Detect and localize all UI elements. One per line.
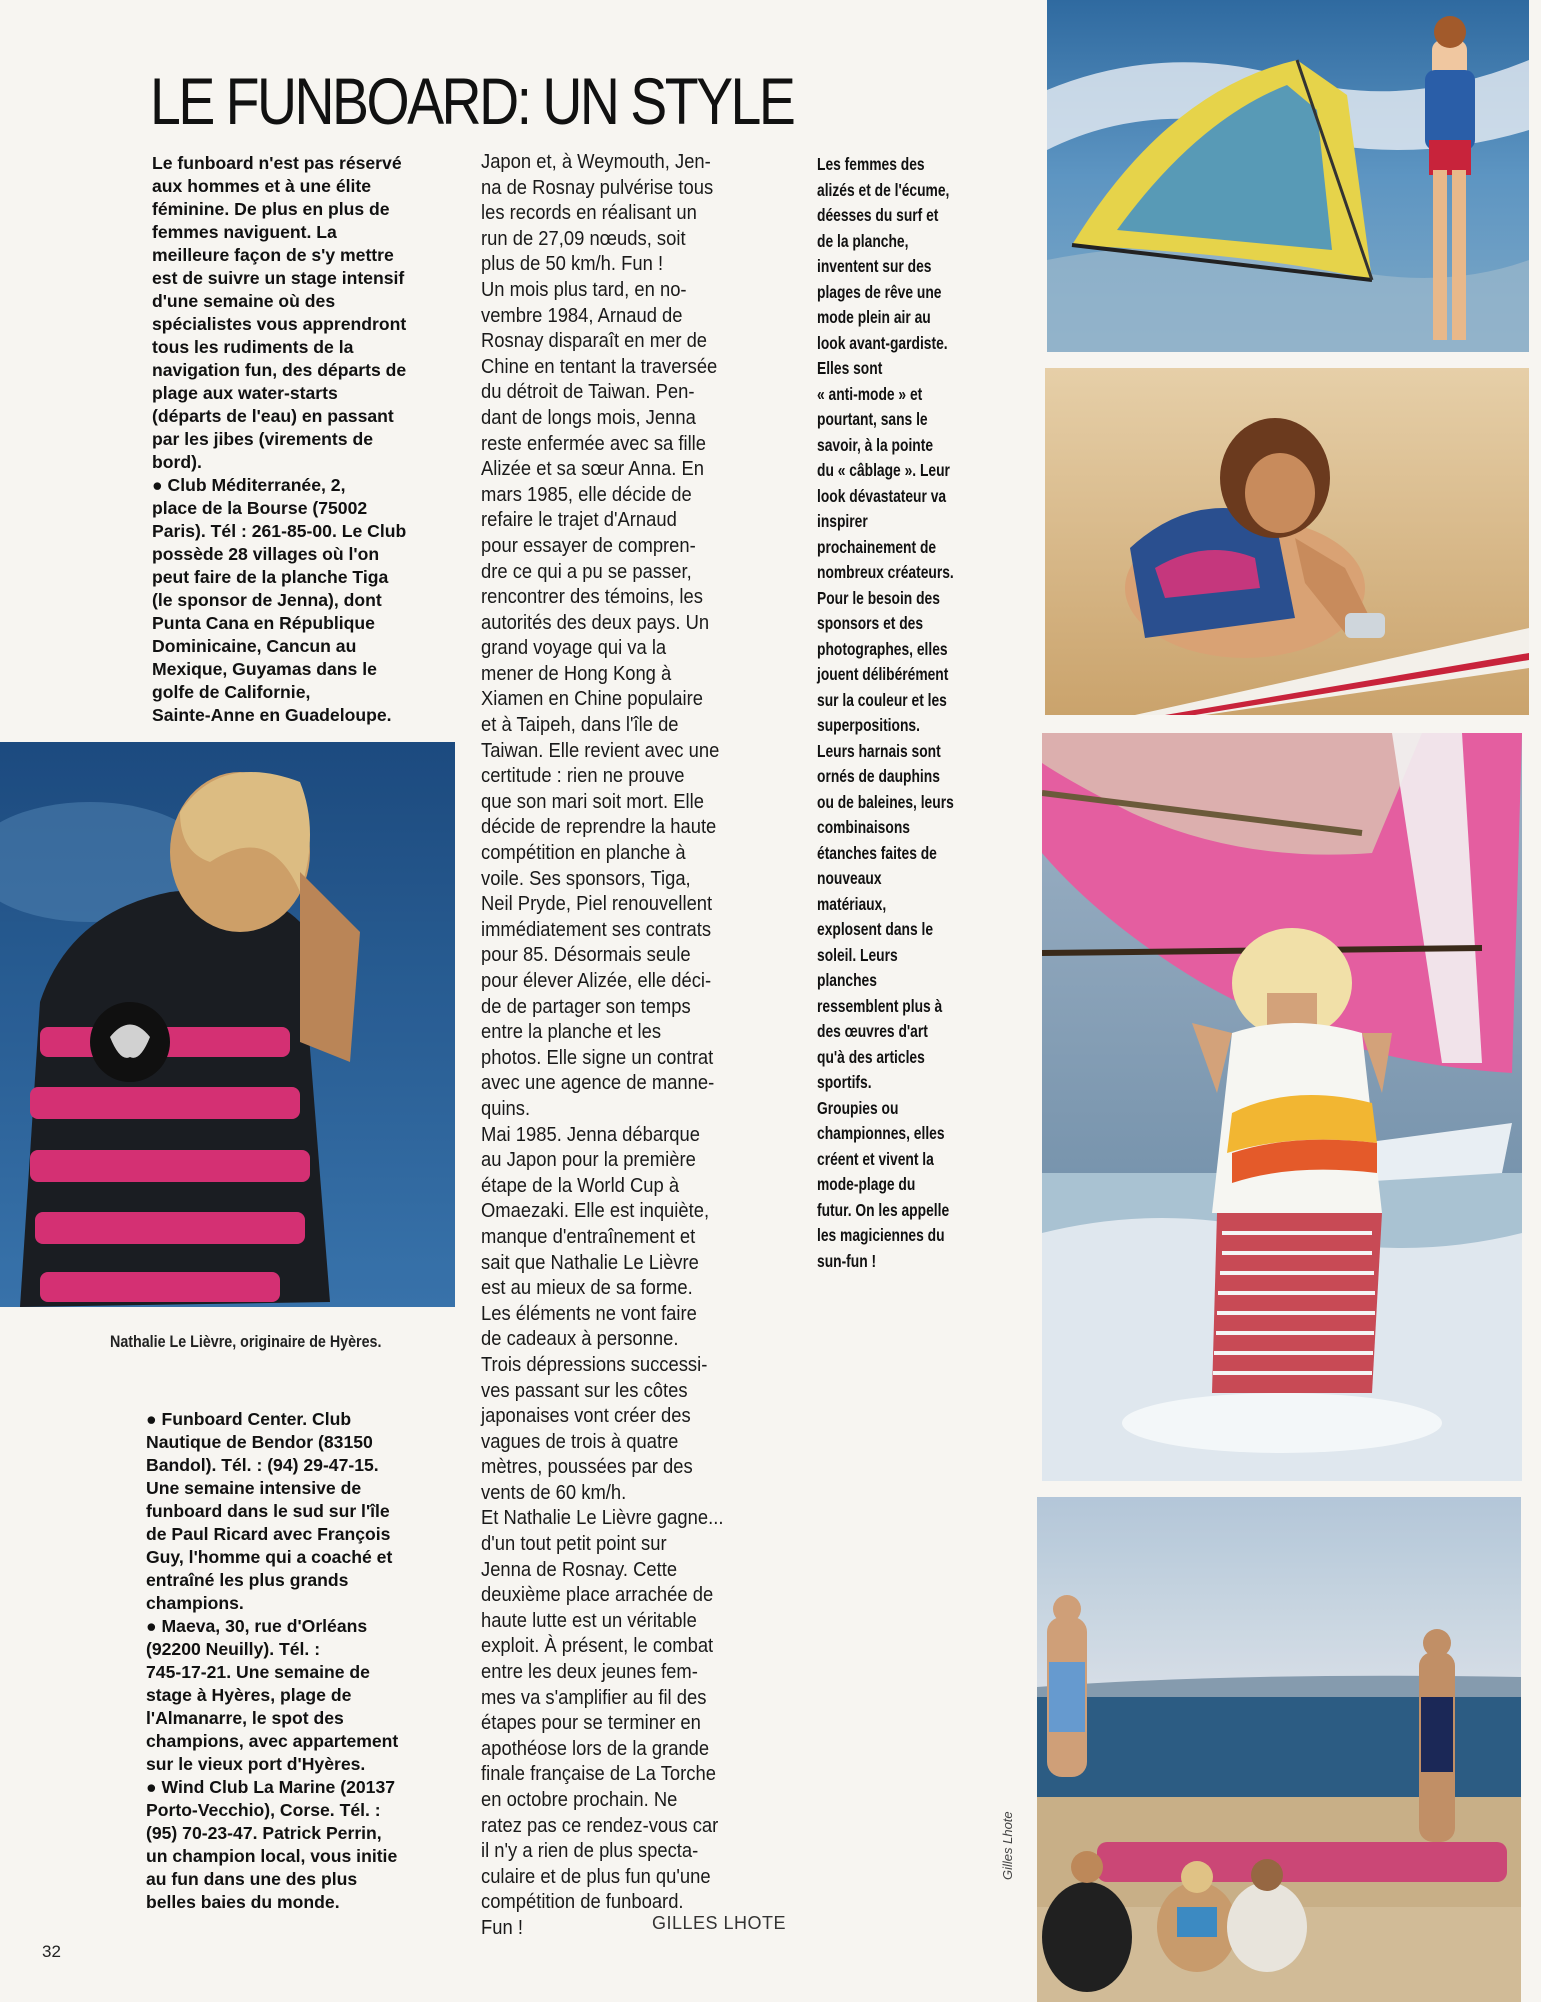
sidebar-addresses-text: ● Funboard Center. Club Nautique de Bendor (83150 Bandol). Tél. : (94) 29-47-15. Une semaine intensive de funboard dans le sud sur l'île de Paul Ricard avec François Guy, l'homme qui a coaché et entraîné les plus grands champions. ● Maeva, 30, rue d'Orléans (92200 Neuilly). Tél. : 745-17-21. Une semaine de stage à Hyères, plage de l'Almanarre, le spot des champions, avec appartement sur le vieux port d'Hyères. ● Wind Club La Marine (20137 Porto-Vecchio), Corse. Tél. : (95) 70-23-47. Patrick Perrin, un champion local, vous initie au fun dans une des plus belles baies du monde. (146, 1409, 399, 1912)
photo-group-on-beach (1037, 1497, 1521, 2002)
photo-windsurf-sail (1047, 0, 1529, 352)
photo-nathalie-le-lievre (0, 742, 455, 1307)
sidebar-intro-text: Le funboard n'est pas réservé aux hommes et à une élite féminine. De plus en plus de femmes naviguent. La meilleure façon de s'y mettre est de suivre un stage intensif d'une semaine où des spécialistes vous apprendront tous les rudiments de la navigation fun, des départs de plage aux water-starts (départs de l'eau) en passant par les jibes (virements de bord). ● Club Méditerranée, 2, place de la Bourse (75002 Paris). Tél : 261-85-00. Le Club possède 28 villages où l'on peut faire de la planche Tiga (le sponsor de Jenna), dont Punta Cana en République Dominicaine, Cancun au Mexique, Guyamas dans le golfe de Californie, Sainte-Anne en Guadeloupe. (152, 153, 407, 725)
photo-credit: Gilles Lhote (1000, 1811, 1015, 1880)
article-author: GILLES LHOTE (652, 1913, 787, 1933)
article-body: Japon et, à Weymouth, Jen- na de Rosnay pulvérise tous les records en réalisant un run de 27,09 nœuds, soit plus de 50 km/h. Fun ! Un mois plus tard, en no- vembre 1984, Arnaud de Rosnay disparaît en mer de Chine en tentant la traversée du détroit de Taiwan. Pen- dant de longs mois, Jenna reste enfermée avec sa fille Alizée et sa sœur Anna. En mars 1985, elle décide de refaire le trajet d'Arnaud pour essayer de compren- dre ce qui a pu se passer, rencontrer des témoins, les autorités des deux pays. Un grand voyage qui va la mener de Hong Kong à Xiamen en Chine populaire et à Taipeh, dans l'île de Taiwan. Elle revient avec une certitude : rien ne prouve que son mari soit mort. Elle décide de reprendre la haute compétition en planche à voile. Ses sponsors, Tiga, Neil Pryde, Piel renouvellent immédiatement ses contrats pour 85. Désormais seule pour élever Alizée, elle déci- de de partager son temps entre la planche et les photos. Elle signe un contrat avec une agence de manne- quins. Mai 1985. Jenna débarque au Japon pour la première étape de la World Cup à Omaezaki. Elle est inquiète, manque d'entraînement et sait que Nathalie Le Lièvre est au mieux de sa forme. Les éléments ne vont faire de cadeaux à personne. Trois dépressions successi- ves passant sur les côtes japonaises vont créer des vagues de trois à quatre mètres, poussées par des vents de 60 km/h. Et Nathalie Le Lièvre gagne... d'un tout petit point sur Jenna de Rosnay. Cette deuxième place arrachée de haute lutte est un véritable exploit. À présent, le combat entre les deux jeunes fem- mes va s'amplifier au fil des étapes pour se terminer en apothéose lors de la grande finale française de La Torche en octobre prochain. Ne ratez pas ce rendez-vous car il n'y a rien de plus specta- culaire et de plus fun qu'une compétition de funboard. Fun ! (481, 151, 724, 1939)
photo-girl-on-beach (1045, 368, 1529, 715)
photo-girl-in-water (1042, 733, 1522, 1481)
pull-text: Les femmes des alizés et de l'écume, déesses du surf et de la planche, inventent sur des plages de rêve une mode plein air au look avant-gardiste. Elles sont « anti-mode » et pourtant, sans le savoir, à la pointe du « câblage ». Leur look dévastateur va inspirer prochainement de nombreux créateurs. Pour le besoin des sponsors et des photographes, elles jouent délibérément sur la couleur et les superpositions. Leurs harnais sont ornés de dauphins ou de baleines, leurs combinaisons étanches faites de nouveaux matériaux, explosent dans le soleil. Leurs planches ressemblent plus à des œuvres d'art qu'à des articles sportifs. Groupies ou championnes, elles créent et vivent la mode-plage du futur. On les appelle les magiciennes du sun-fun ! (817, 154, 954, 1271)
photo-caption: Nathalie Le Lièvre, originaire de Hyères. (110, 1332, 382, 1351)
page-number: 32 (42, 1942, 61, 1961)
article-title: LE FUNBOARD: UN STYLE (150, 64, 794, 138)
